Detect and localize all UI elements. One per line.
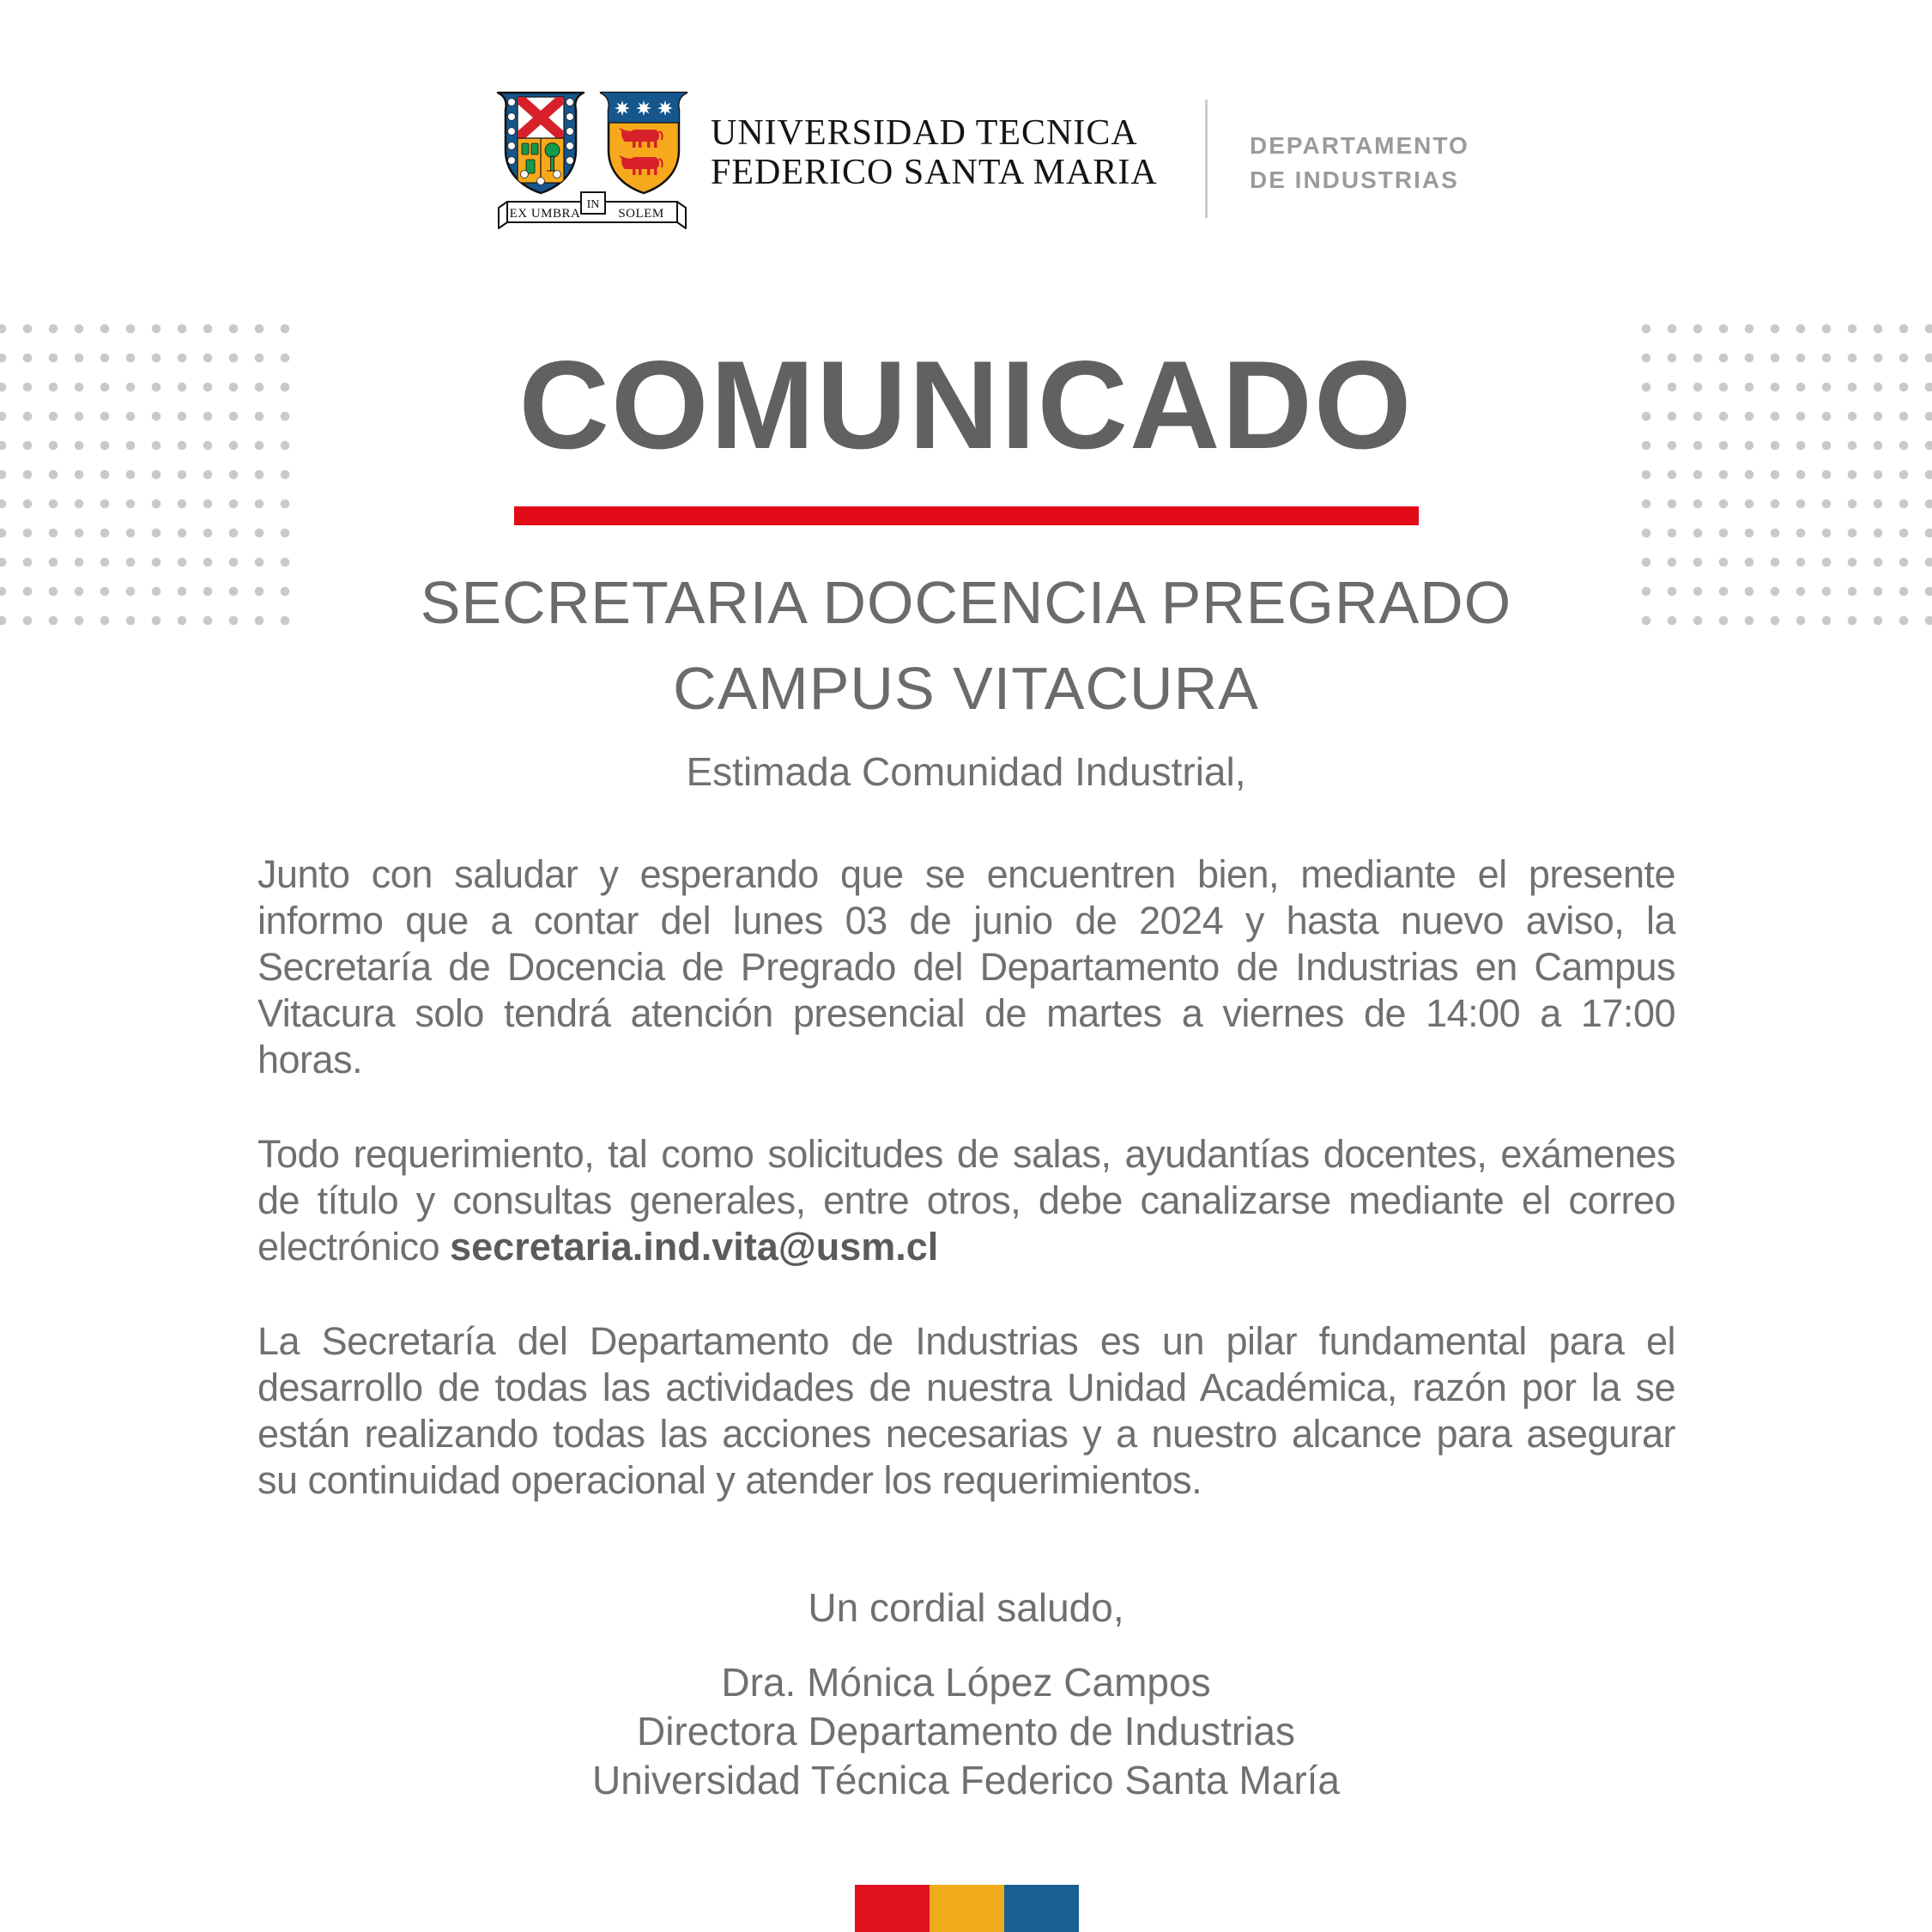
header-divider [1205,100,1208,218]
paragraph-1: Junto con saludar y esperando que se encuentren bien, mediante el presente informo que a contar del lunes 03 de junio de 2024 y hasta nuevo aviso, la Secretaría de Docencia de Pregrado del Departamento de Industrias en Campus Vitacura solo tendrá atención presencial de martes a viernes de 14:00 a 17:00 horas. [257,852,1675,1081]
salutation: Estimada Comunidad Industrial, [686,749,1246,794]
university-name-line2: FEDERICO SANTA MARIA [711,153,1158,192]
page-title: COMUNICADO [518,335,1414,475]
crest-graphic [494,88,691,233]
letter-body [257,851,1675,1504]
university-crest-logo [494,88,691,233]
closing-line: Un cordial saludo, [808,1585,1124,1630]
paragraph-2 [257,1131,1675,1270]
department-name-line2: DE INDUSTRIAS [1250,167,1459,193]
crest-motto-banner [499,192,686,228]
subtitle-line2: CAMPUS VITACURA [673,655,1259,722]
paragraph-3: La Secretaría del Departamento de Industrias es un pilar fundamental para el desarrollo de todas las actividades de nuestra Unidad Académica, razón por la se están realizando todas las acciones necesarias y a nuestro alcance para asegurar su continuidad operacional y atender los requerimientos. [257,1319,1675,1502]
department-name [1250,129,1469,197]
signature-role: Directora Departamento de Industrias [636,1709,1296,1753]
signature-org: Universidad Técnica Federico Santa María [591,1758,1340,1802]
crest-right-shield [597,88,691,193]
paragraph-2-text: Todo requerimiento, tal como solicitudes de salas, ayudantías docentes, exámenes de título y consultas generales, entre otros, debe canalizarse mediante el correo electrónico [257,1132,1675,1269]
subtitle-line1: SECRETARIA DOCENCIA PREGRADO [420,569,1512,636]
department-name-line1: DEPARTAMENTO [1250,132,1469,159]
university-name-line1: UNIVERSIDAD TECNICA [711,113,1138,153]
university-name [711,113,1158,192]
motto-center-text: IN [586,198,600,211]
signature-name: Dra. Mónica López Campos [721,1660,1211,1705]
title-red-rule [514,506,1419,525]
footer-color-bar [855,1885,1079,1932]
page-subtitle [0,560,1932,731]
contact-email: secretaria.ind.vita@usm.cl [450,1225,939,1269]
motto-left-text: EX UMBRA [509,207,581,221]
footer-block-red [855,1885,930,1932]
footer-block-yellow [930,1885,1004,1932]
signature-block [0,1658,1932,1805]
motto-right-text: SOLEM [618,207,664,221]
footer-block-blue [1004,1885,1079,1932]
crest-left-shield [498,93,584,193]
